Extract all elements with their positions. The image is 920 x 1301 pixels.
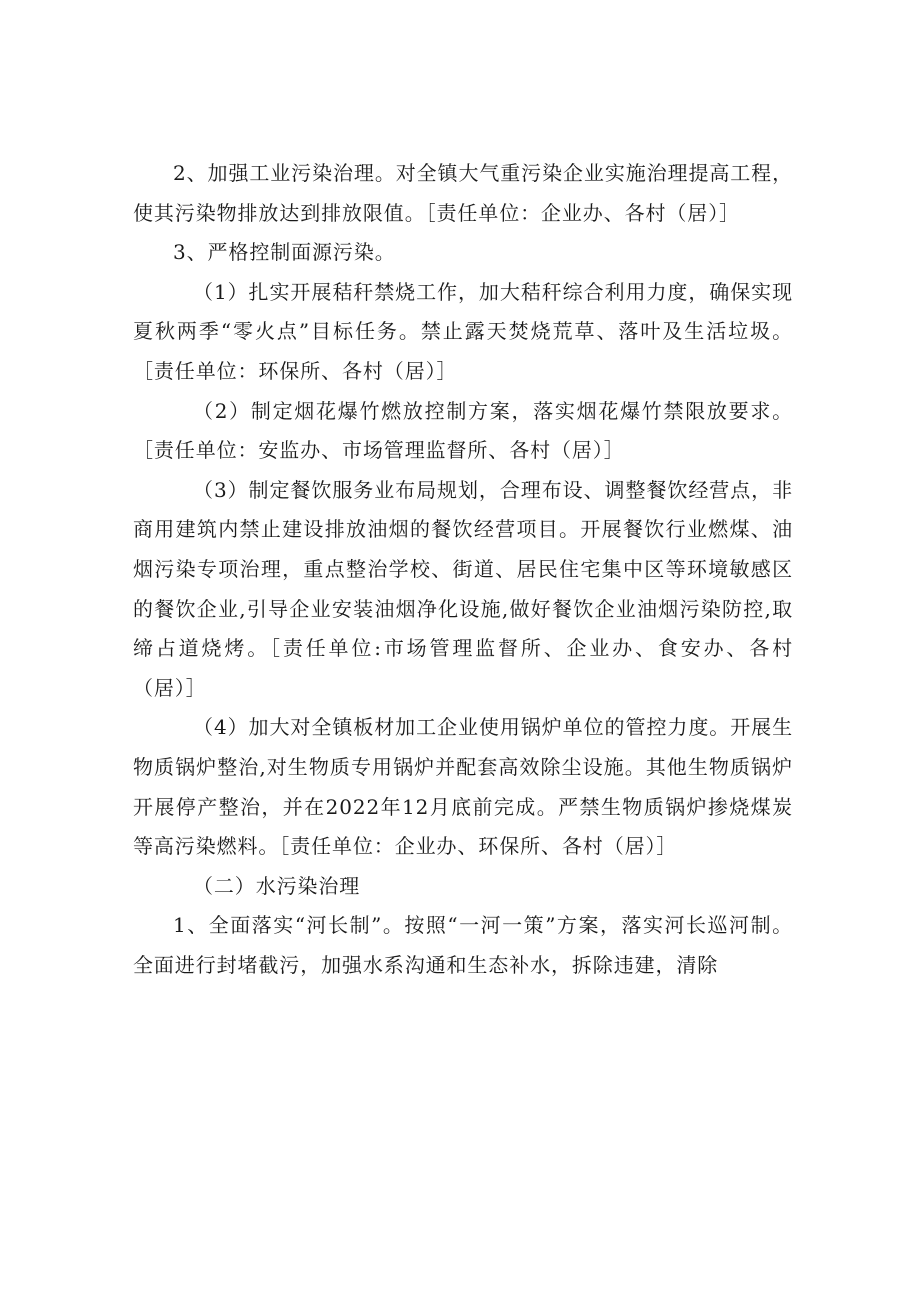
paragraph-boiler: （4）加大对全镇板材加工企业使用锅炉单位的管控力度。开展生物质锅炉整治,对生物质专用锅炉并配套高效除尘设施。其他生物质锅炉开展停产整治，并在2022年12月底前完成。严禁生物质锅炉掺烧煤炭等高污染燃料。［责任单位：企业办、环保所、各村（居）］ bbox=[133, 715, 793, 859]
paragraph-fireworks: （2）制定烟花爆竹燃放控制方案，落实烟花爆竹禁限放要求。［责任单位：安监办、市场管理监督所、各村（居）］ bbox=[133, 398, 793, 463]
heading-water-pollution: （二）水污染治理 bbox=[193, 873, 361, 898]
paragraph-river-chief: 1、全面落实“河长制”。按照“一河一策”方案，落实河长巡河制。全面进行封堵截污，加强水系沟通和生态补水，拆除违建，清除 bbox=[133, 913, 793, 977]
document-body bbox=[133, 154, 793, 985]
heading-nonpoint-pollution: 3、严格控制面源污染。 bbox=[173, 240, 396, 265]
paragraph-catering: （3）制定餐饮服务业布局规划，合理布设、调整餐饮经营点，非商用建筑内禁止建设排放油烟的餐饮经营项目。开展餐饮行业燃煤、油烟污染专项治理，重点整治学校、街道、居民住宅集中区等环境敏感区的餐饮企业,引导企业安装油烟净化设施,做好餐饮企业油烟污染防控,取缔占道烧烤。［责任单位:市场管理监督所、企业办、食安办、各村（居）］ bbox=[133, 477, 793, 700]
paragraph-straw-burning: （1）扎实开展秸秆禁烧工作，加大秸秆综合利用力度，确保实现夏秋两季“零火点”目标任务。禁止露天焚烧荒草、落叶及生活垃圾。［责任单位：环保所、各村（居）］ bbox=[133, 279, 793, 383]
paragraph-industrial-pollution: 2、加强工业污染治理。对全镇大气重污染企业实施治理提高工程，使其污染物排放达到排放限值。［责任单位：企业办、各村（居）］ bbox=[133, 161, 793, 225]
